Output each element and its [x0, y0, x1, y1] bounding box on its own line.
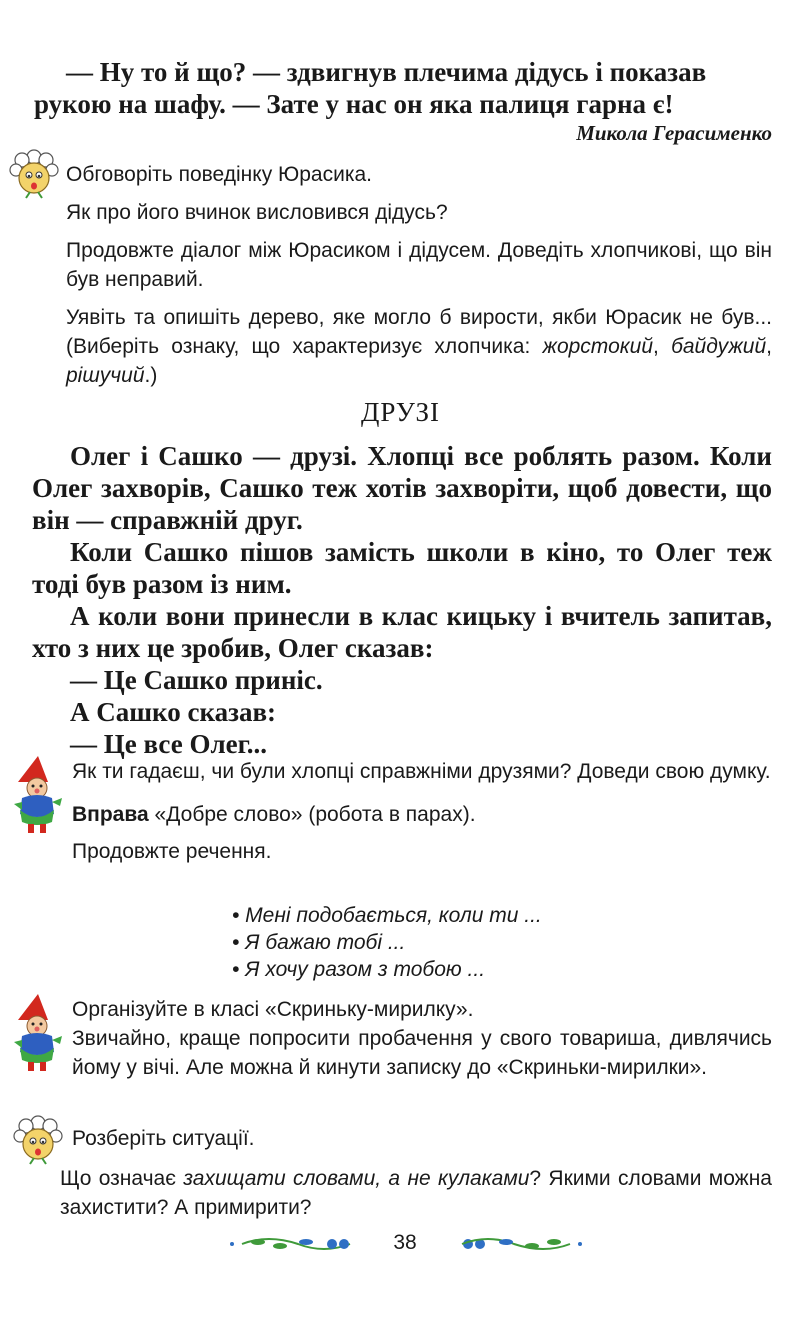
task-question — [60, 1164, 772, 1222]
story-text — [32, 440, 772, 760]
task-question: Обговоріть поведінку Юрасика. — [66, 163, 373, 186]
sentence-starter: • Я бажаю тобі ... — [232, 931, 406, 954]
option-word: байдужий — [671, 335, 767, 358]
sentence-starter: • Мені подобається, коли ти ... — [232, 904, 542, 927]
option-word: жорстокий — [542, 335, 654, 358]
story-paragraph: Олег і Сашко — друзі. Хлопці все роблять разом. Коли Олег захворів, Сашко теж хотів захворіти, щоб довести, що він — справжній друг. — [32, 441, 772, 535]
task-question: Звичайно, краще попросити пробачення у свого товариша, дивлячись йому у вічі. Але можна й кинути записку до «Скриньки-мирилки». — [72, 1027, 772, 1079]
gnome-icon — [8, 752, 66, 836]
floral-ornament-icon — [228, 1232, 356, 1256]
tasks-block-4 — [60, 1124, 772, 1222]
separator: , — [653, 335, 672, 358]
exercise-text: «Добре слово» (робота в парах). — [148, 803, 476, 826]
tasks-block-3 — [72, 995, 772, 1082]
separator: , — [766, 335, 772, 358]
task-question: Як про його вчинок висловився дідусь? — [66, 201, 448, 224]
tasks-block-2 — [72, 757, 772, 866]
tasks-block-1 — [66, 160, 772, 390]
task-question: Організуйте в класі «Скриньку-мирилку». — [72, 998, 474, 1021]
task-question: Як ти гадаєш, чи були хлопці справжніми друзями? Доведи свою думку. — [72, 760, 771, 783]
task-text-end: .) — [144, 364, 158, 387]
page-number: 38 — [393, 1231, 417, 1254]
task-text: Уявіть та опишіть дерево, яке могло б вирости, якби Юрасик не був... (Виберіть ознаку, що характеризує хлопчика: — [66, 306, 772, 358]
task-question — [66, 303, 772, 390]
page-footer — [0, 1228, 801, 1260]
task-question: Продовжте діалог між Юрасиком і дідусем. Доведіть хлопчикові, що він був неправий. — [66, 239, 772, 291]
option-word: рішучий — [66, 364, 145, 387]
exercise-line — [72, 800, 772, 829]
story-line: рукою на шафу. — Зате у нас он яка палиця гарна є! — [34, 89, 674, 119]
task-question: Розберіть ситуації. — [72, 1127, 255, 1150]
sentence-starter: • Я хочу разом з тобою ... — [232, 958, 486, 981]
story-paragraph: — Це все Олег... — [70, 729, 268, 759]
task-text: ? Якими словами можна захистити? А примирити? — [60, 1167, 772, 1219]
italic-phrase: захищати словами, а не кулаками — [183, 1167, 530, 1190]
story-paragraph: А коли вони принесли в клас кицьку і вчитель запитав, хто з них це зробив, Олег сказав: — [32, 601, 772, 663]
story-title-text: ДРУЗІ — [360, 397, 441, 427]
sentence-starters — [232, 902, 752, 983]
story-paragraph: А Сашко сказав: — [70, 697, 277, 727]
exercise-label: Вправа — [72, 803, 149, 826]
flower-face-icon — [8, 148, 60, 200]
story-ending — [34, 56, 772, 146]
task-text: Що означає — [60, 1167, 184, 1190]
author-signature: Микола Герасименко — [576, 121, 772, 145]
task-instruction: Продовжте речення. — [72, 840, 272, 863]
flower-face-icon — [12, 1114, 64, 1166]
floral-ornament-icon — [456, 1232, 584, 1256]
gnome-icon — [8, 990, 66, 1074]
story-paragraph: Коли Сашко пішов замість школи в кіно, то Олег теж тоді був разом із ним. — [32, 537, 772, 599]
story-line: — Ну то й що? — здвигнув плечима дідусь і показав — [66, 57, 707, 87]
story-title — [0, 397, 801, 428]
story-paragraph: — Це Сашко приніс. — [70, 665, 323, 695]
